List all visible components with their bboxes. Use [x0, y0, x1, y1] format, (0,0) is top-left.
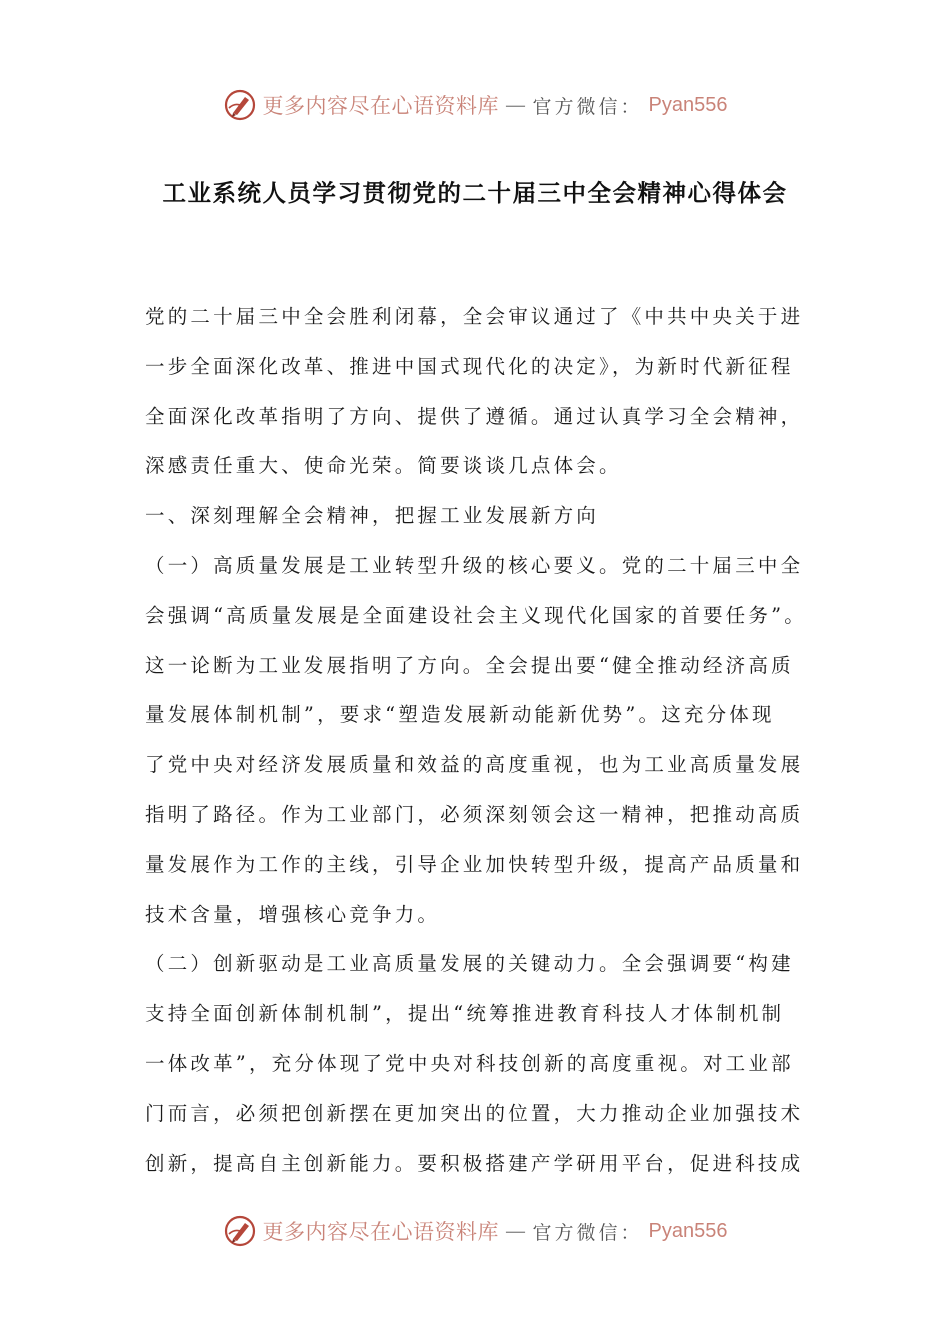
body-line: 党的二十届三中全会胜利闭幕，全会审议通过了《中共中央关于进 — [145, 305, 804, 328]
watermark-dash: — — [505, 93, 527, 117]
body-line: 全面深化改革指明了方向、提供了遵循。通过认真学习全会精神， — [145, 404, 804, 428]
section-heading: 一、深刻理解全会精神，把握工业发展新方向 — [145, 504, 600, 528]
watermark-official-label: 官方微信： — [532, 1221, 643, 1244]
watermark-dash: — — [505, 1219, 527, 1243]
watermark-wechat-id: Pyan556 — [648, 1219, 728, 1242]
body-line: 技术含量，增强核心竞争力。 — [145, 902, 441, 926]
body-line: 这一论断为工业发展指明了方向。全会提出要“健全推动经济高质 — [145, 653, 794, 677]
body-line: 深感责任重大、使命光荣。简要谈谈几点体会。 — [145, 454, 622, 478]
body-line: 一体改革”，充分体现了党中央对科技创新的高度重视。对工业部 — [145, 1051, 794, 1075]
pen-circle-logo-icon — [223, 1214, 257, 1248]
body-line: 指明了路径。作为工业部门，必须深刻领会这一精神，把推动高质 — [145, 802, 804, 826]
body-line: 一步全面深化改革、推进中国式现代化的决定》，为新时代新征程 — [145, 354, 794, 378]
body-line: （一）高质量发展是工业转型升级的核心要义。党的二十届三中全 — [145, 553, 804, 577]
pen-circle-logo-icon — [223, 88, 257, 122]
watermark-brand: 更多内容尽在心语资料库 — [262, 94, 499, 118]
body-line: 支持全面创新体制机制”，提出“统筹推进教育科技人才体制机制 — [145, 1002, 785, 1026]
watermark-wechat-id: Pyan556 — [648, 93, 728, 116]
watermark-brand: 更多内容尽在心语资料库 — [262, 1220, 499, 1244]
body-line: 量发展体制机制”，要求“塑造发展新动能新优势”。这充分体现 — [145, 703, 775, 727]
header-watermark — [0, 82, 950, 128]
watermark-official-label: 官方微信： — [532, 95, 643, 118]
document-body — [145, 292, 825, 1188]
body-line: （二）创新驱动是工业高质量发展的关键动力。全会强调要“构建 — [145, 952, 794, 976]
body-line: 门而言，必须把创新摆在更加突出的位置，大力推动企业加强技术 — [145, 1101, 804, 1125]
footer-watermark — [0, 1208, 950, 1254]
body-line: 会强调“高质量发展是全面建设社会主义现代化国家的首要任务”。 — [145, 603, 807, 627]
body-line: 了党中央对经济发展质量和效益的高度重视，也为工业高质量发展 — [145, 753, 804, 777]
body-line: 量发展作为工作的主线，引导企业加快转型升级，提高产品质量和 — [145, 852, 804, 876]
document-title: 工业系统人员学习贯彻党的二十届三中全会精神心得体会 — [162, 179, 788, 207]
body-line: 创新，提高自主创新能力。要积极搭建产学研用平台，促进科技成 — [145, 1151, 804, 1175]
